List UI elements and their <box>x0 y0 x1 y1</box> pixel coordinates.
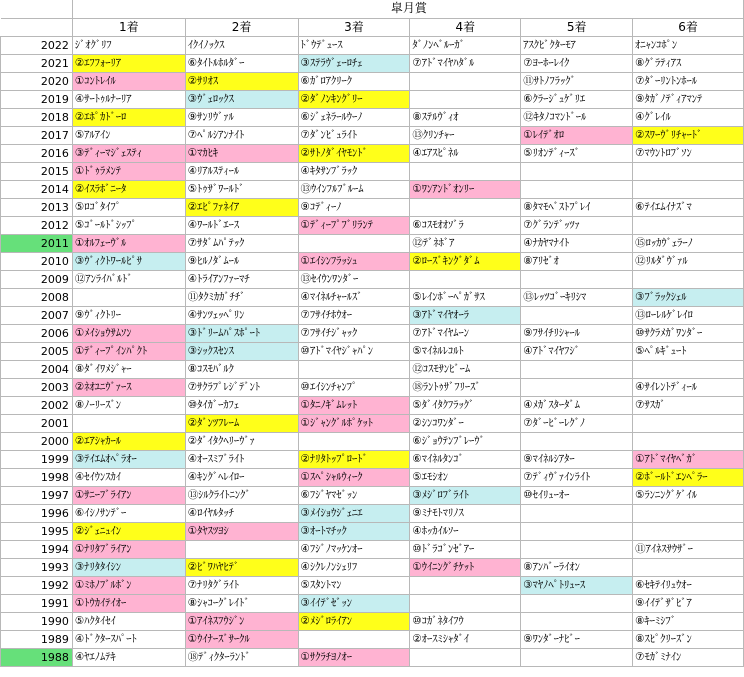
result-cell[interactable]: ⑧ﾀﾞｲﾜﾒｼﾞｬｰ <box>72 360 185 378</box>
result-cell[interactable]: ①ｳｲﾅｰｽﾞｻｰｸﾙ <box>185 630 298 648</box>
result-cell[interactable]: ④ｷﾝｸﾞﾍﾚｲﾛｰ <box>185 468 298 486</box>
result-cell[interactable]: ①ﾀﾆﾉｷﾞﾑﾚｯﾄ <box>298 396 410 414</box>
result-cell[interactable]: ⑥ﾃｲｴﾑｲﾅｽﾞﾏ <box>633 198 744 216</box>
result-cell[interactable] <box>521 162 633 180</box>
result-cell[interactable] <box>521 180 633 198</box>
result-cell[interactable]: ⑤ｱﾙｱｲﾝ <box>72 126 185 144</box>
result-cell[interactable] <box>521 612 633 630</box>
result-cell[interactable] <box>298 432 410 450</box>
result-cell[interactable]: ④ﾒｶﾞｽﾀｰﾀﾞﾑ <box>521 396 633 414</box>
result-cell[interactable]: ⑬ｼﾙｸﾗｲﾄﾆﾝｸﾞ <box>185 486 298 504</box>
table-row <box>1 234 744 252</box>
result-cell[interactable]: ﾄﾞｳﾃﾞｭｰｽ <box>298 36 410 54</box>
result-cell[interactable]: ⑤ﾍﾟﾙｷﾞｭｰﾄ <box>633 342 744 360</box>
result-cell[interactable]: ⑧ｱﾘｾﾞｵ <box>521 252 633 270</box>
result-cell[interactable]: ③ﾒｼﾞﾛﾌﾞﾗｲﾄ <box>410 486 521 504</box>
result-cell[interactable]: ③ｲｲﾃﾞｾﾞｯﾝ <box>298 594 410 612</box>
result-cell[interactable]: ⑤ﾏｲﾈﾙﾚｺﾙﾄ <box>410 342 521 360</box>
year-cell[interactable]: 2015 <box>1 162 73 180</box>
result-cell[interactable] <box>410 594 521 612</box>
year-cell[interactable]: 2010 <box>1 252 73 270</box>
result-cell[interactable]: ⑧ｷｰﾐｼﾌﾞ <box>633 612 744 630</box>
result-cell[interactable]: ①ｺﾝﾄﾚｲﾙ <box>72 72 185 90</box>
result-cell[interactable]: ⑦ﾌｻｲﾁｼﾞｬｯｸ <box>298 324 410 342</box>
year-cell[interactable]: 2008 <box>1 288 73 306</box>
result-cell[interactable]: ⑨ﾏｲﾈﾙｼｱﾀｰ <box>521 450 633 468</box>
result-cell[interactable]: ⑤ﾛｺﾞﾀｲﾌﾟ <box>72 198 185 216</box>
result-cell[interactable]: ⑧ｽﾃﾙｳﾞｨｵ <box>410 108 521 126</box>
result-cell[interactable] <box>410 648 521 666</box>
result-cell[interactable]: ④ｻﾝﾂｪｯﾍﾟﾘﾝ <box>185 306 298 324</box>
header-3rd[interactable]: 3着 <box>298 18 410 36</box>
result-cell[interactable]: ⑦ﾀﾞﾝﾋﾞｭﾗｲﾄ <box>298 126 410 144</box>
result-cell[interactable]: ⑦ﾖｰﾎｰﾚｲｸ <box>521 54 633 72</box>
table-row <box>1 594 744 612</box>
table-row <box>1 486 744 504</box>
result-cell[interactable]: ④ﾜｰﾙﾄﾞｴｰｽ <box>185 216 298 234</box>
table-row <box>1 180 744 198</box>
table-row <box>1 216 744 234</box>
result-cell[interactable]: ①ｳｲﾆﾝｸﾞﾁｹｯﾄ <box>410 558 521 576</box>
year-cell[interactable]: 2003 <box>1 378 73 396</box>
result-cell[interactable]: ②ﾎﾞｰﾙﾄﾞｴﾝﾍﾟﾗｰ <box>633 468 744 486</box>
header-1st[interactable]: 1着 <box>72 18 185 36</box>
result-cell[interactable]: ⑤ﾘｵﾝﾃﾞｨｰｽﾞ <box>521 144 633 162</box>
result-cell[interactable]: ⑩ﾄﾞﾗｺﾞﾝｾﾞｱｰ <box>410 540 521 558</box>
table-row <box>1 36 744 54</box>
result-cell[interactable] <box>633 432 744 450</box>
result-cell[interactable]: ④ﾄﾞｸﾀｰｽﾊﾟｰﾄ <box>72 630 185 648</box>
result-cell[interactable]: ②ｴｱｼｬｶｰﾙ <box>72 432 185 450</box>
result-cell[interactable]: ⑥ｺｽﾓｵｵｿﾞﾗ <box>410 216 521 234</box>
table-row <box>1 630 744 648</box>
result-cell[interactable]: ⑩ｾｲﾘｭｰｵｰ <box>521 486 633 504</box>
result-cell[interactable]: ⑦ﾌｻｲﾁﾎｳｵｰ <box>298 306 410 324</box>
result-cell[interactable]: ②ﾋﾞﾜﾊﾔﾋﾃﾞ <box>185 558 298 576</box>
table-row <box>1 306 744 324</box>
result-cell[interactable]: ②ﾒｼﾞﾛﾗｲｱﾝ <box>298 612 410 630</box>
result-cell[interactable] <box>298 630 410 648</box>
header-row <box>1 18 744 36</box>
result-cell[interactable]: ⑤ﾀﾞｲﾀｸﾌﾗｯｸﾞ <box>410 396 521 414</box>
table-row <box>1 324 744 342</box>
result-cell[interactable] <box>633 522 744 540</box>
year-cell[interactable]: 1988 <box>1 648 73 666</box>
result-cell[interactable]: ⑩ｻｸﾗﾒｶﾞﾜﾝﾀﾞｰ <box>633 324 744 342</box>
result-cell[interactable] <box>410 90 521 108</box>
header-2nd[interactable]: 2着 <box>185 18 298 36</box>
result-cell[interactable]: ①ﾀﾔｽﾂﾖｼ <box>185 522 298 540</box>
year-cell[interactable]: 2005 <box>1 342 73 360</box>
result-cell[interactable]: ②ﾈｵﾕﾆｳﾞｧｰｽ <box>72 378 185 396</box>
result-cell[interactable]: ⑦ｻｽｶﾞ <box>633 396 744 414</box>
year-cell[interactable]: 1991 <box>1 594 73 612</box>
result-cell[interactable]: ⑦ﾀﾞｰﾘﾝﾄﾝﾎｰﾙ <box>633 72 744 90</box>
result-cell[interactable]: ｼﾞｵｸﾞﾘﾌ <box>72 36 185 54</box>
year-cell[interactable]: 1993 <box>1 558 73 576</box>
result-cell[interactable]: ｱｽｸﾋﾞｸﾀｰﾓｱ <box>521 36 633 54</box>
result-cell[interactable]: ⑪ｱｲﾈｽｻｳｻﾞｰ <box>633 540 744 558</box>
result-cell[interactable] <box>410 576 521 594</box>
table-row <box>1 378 744 396</box>
table-row <box>1 162 744 180</box>
table-row <box>1 432 744 450</box>
result-cell[interactable]: ②ｽﾜｰｳﾞﾘﾁｬｰﾄﾞ <box>633 126 744 144</box>
result-cell[interactable]: ②ｴﾋﾟﾌｧﾈｲｱ <box>185 198 298 216</box>
result-cell[interactable]: ⑧ﾀﾏﾓﾍﾞｽﾄﾌﾟﾚｲ <box>521 198 633 216</box>
year-cell[interactable]: 2011 <box>1 234 73 252</box>
result-cell[interactable] <box>633 504 744 522</box>
result-cell[interactable]: ④ﾛｲﾔﾙﾀｯﾁ <box>185 504 298 522</box>
result-cell[interactable]: ⑨ｲｲﾃﾞｻﾞﾋﾞｱ <box>633 594 744 612</box>
corner-cell[interactable] <box>1 18 73 36</box>
table-row <box>1 90 744 108</box>
result-cell[interactable]: ③ﾒｲｼｮｳｼﾞｪﾆｴ <box>298 504 410 522</box>
year-cell[interactable]: 2012 <box>1 216 73 234</box>
result-cell[interactable] <box>633 180 744 198</box>
result-cell[interactable]: ⑦ﾃﾞｨｳﾞｧｲﾝﾗｲﾄ <box>521 468 633 486</box>
year-cell[interactable]: 2009 <box>1 270 73 288</box>
result-cell[interactable]: ⑮ﾛｯｶｳﾞｪﾗｰﾉ <box>633 234 744 252</box>
result-cell[interactable]: ①ﾒｲｼｮｳｻﾑｿﾝ <box>72 324 185 342</box>
result-cell[interactable]: ①ﾚｲﾃﾞｵﾛ <box>521 126 633 144</box>
result-cell[interactable]: ①ｱｲﾈｽﾌｳｼﾞﾝ <box>185 612 298 630</box>
result-cell[interactable]: ④ｾｲｳﾝｽｶｲ <box>72 468 185 486</box>
year-cell[interactable]: 2007 <box>1 306 73 324</box>
result-cell[interactable]: ⑦ﾓｶﾞﾐﾅｲﾝ <box>633 648 744 666</box>
result-cell[interactable]: ④ﾏｲﾈﾙﾁｬｰﾙｽﾞ <box>298 288 410 306</box>
result-cell[interactable]: ⑨ﾐﾅﾓﾄﾏﾘﾉｽ <box>410 504 521 522</box>
result-cell[interactable]: ⑤ｺﾞｰﾙﾄﾞｼｯﾌﾟ <box>72 216 185 234</box>
result-cell[interactable] <box>521 648 633 666</box>
result-cell[interactable]: ③ｱﾄﾞﾏｲﾔｵｰﾗ <box>410 306 521 324</box>
result-cell[interactable] <box>521 378 633 396</box>
result-cell[interactable] <box>521 594 633 612</box>
result-cell[interactable]: ①ﾃﾞｨｰﾌﾟｲﾝﾊﾟｸﾄ <box>72 342 185 360</box>
result-cell[interactable]: ⑥ﾌｼﾞﾔﾏｾﾞｯﾝ <box>298 486 410 504</box>
table-row <box>1 342 744 360</box>
result-cell[interactable]: ②ﾛｰｽﾞｷﾝｸﾞﾀﾞﾑ <box>410 252 521 270</box>
result-cell[interactable]: ⑫ﾃﾞﾈﾎﾞｱ <box>410 234 521 252</box>
year-cell[interactable]: 2016 <box>1 144 73 162</box>
result-cell[interactable]: ③ｳﾞｨｸﾄﾜｰﾙﾋﾟｻ <box>72 252 185 270</box>
result-cell[interactable]: ①ﾄｳｶｲﾃｲｵｰ <box>72 594 185 612</box>
result-cell[interactable]: ⑦ｱﾄﾞﾏｲﾔﾊﾀﾞﾙ <box>410 54 521 72</box>
result-cell[interactable]: ⑫ｺｽﾓｻﾝﾋﾞｰﾑ <box>410 360 521 378</box>
result-cell[interactable] <box>521 522 633 540</box>
result-cell[interactable]: ⑱ﾗﾝﾄｩｻﾞﾌﾘｰｽﾞ <box>410 378 521 396</box>
result-cell[interactable] <box>521 432 633 450</box>
year-cell[interactable]: 2018 <box>1 108 73 126</box>
result-cell[interactable]: ①ﾜﾝｱﾝﾄﾞｵﾝﾘｰ <box>410 180 521 198</box>
result-cell[interactable] <box>521 306 633 324</box>
year-cell[interactable]: 2022 <box>1 36 73 54</box>
table-row <box>1 54 744 72</box>
result-cell[interactable]: ⑫ﾘﾙﾀﾞｳﾞｧﾙ <box>633 252 744 270</box>
table-row <box>1 504 744 522</box>
result-cell[interactable]: ⑤ｴﾓｼｵﾝ <box>410 468 521 486</box>
result-cell[interactable]: ③ｳﾞｪﾛｯｸｽ <box>185 90 298 108</box>
result-cell[interactable]: ⑪ﾀｸﾐｶｶﾞﾁﾁﾞ <box>185 288 298 306</box>
result-cell[interactable] <box>410 72 521 90</box>
result-cell[interactable]: ②ﾀﾞｲﾀｸﾍﾘｰｳﾞｧ <box>185 432 298 450</box>
year-cell[interactable]: 2004 <box>1 360 73 378</box>
result-cell[interactable]: ③ﾃﾞｨｰﾏｼﾞｪｽﾃｨ <box>72 144 185 162</box>
result-cell[interactable]: ⑧ｱﾝﾊﾞｰﾗｲｵﾝ <box>521 558 633 576</box>
result-cell[interactable]: ⑪ｻﾄﾉﾌﾗｯｸﾞ <box>521 72 633 90</box>
result-cell[interactable]: ④ｱﾄﾞﾏｲﾔﾌｼﾞ <box>521 342 633 360</box>
header-4th[interactable]: 4着 <box>410 18 521 36</box>
table-row <box>1 360 744 378</box>
result-cell[interactable]: ⑧ｸﾞﾗﾃｨｱｽ <box>633 54 744 72</box>
year-cell[interactable]: 1999 <box>1 450 73 468</box>
result-cell[interactable]: ⑤ﾄｩｻﾞﾜｰﾙﾄﾞ <box>185 180 298 198</box>
result-cell[interactable] <box>521 504 633 522</box>
result-cell[interactable]: ⑦ﾅﾘﾀｸﾞﾗｲﾄ <box>185 576 298 594</box>
result-cell[interactable]: ⑦ｱﾄﾞﾏｲﾔﾑｰﾝ <box>410 324 521 342</box>
year-cell[interactable]: 2020 <box>1 72 73 90</box>
result-cell[interactable]: ③ﾏﾔﾉﾍﾟﾄﾘｭｰｽ <box>521 576 633 594</box>
result-cell[interactable] <box>521 540 633 558</box>
table-row <box>1 252 744 270</box>
year-cell[interactable]: 2006 <box>1 324 73 342</box>
result-cell[interactable]: ②ﾅﾘﾀﾄｯﾌﾟﾛｰﾄﾞ <box>298 450 410 468</box>
year-cell[interactable]: 1998 <box>1 468 73 486</box>
result-cell[interactable]: ⑦ﾀﾞｰﾋﾞｰﾚｸﾞﾉ <box>521 414 633 432</box>
result-cell[interactable]: ②ｲｽﾗﾎﾞﾆｰﾀ <box>72 180 185 198</box>
result-cell[interactable]: ⑬ｳｲﾝﾌﾙﾌﾞﾙｰﾑ <box>298 180 410 198</box>
result-cell[interactable]: ⑨ﾌｻｲﾁﾘｼｬｰﾙ <box>521 324 633 342</box>
result-cell[interactable] <box>521 270 633 288</box>
result-cell[interactable]: ③ﾅﾘﾀﾀｲｼﾝ <box>72 558 185 576</box>
year-cell[interactable]: 2002 <box>1 396 73 414</box>
result-cell[interactable]: ②ｻﾄﾉﾀﾞｲﾔﾓﾝﾄﾞ <box>298 144 410 162</box>
result-cell[interactable]: ④ｷﾀｻﾝﾌﾞﾗｯｸ <box>298 162 410 180</box>
result-cell[interactable] <box>633 270 744 288</box>
table-row <box>1 450 744 468</box>
result-cell[interactable]: ⑬ﾚｯﾂｺﾞｰｷﾘｼﾏ <box>521 288 633 306</box>
result-cell[interactable]: ⑨ｳﾞｨｸﾄﾘｰ <box>72 306 185 324</box>
result-cell[interactable]: ⑧ﾉｰﾘｰｽﾞﾝ <box>72 396 185 414</box>
result-cell[interactable]: ⑫ｷﾀﾉｺﾏﾝﾄﾞｰﾙ <box>521 108 633 126</box>
result-cell[interactable]: ﾀﾞﾉﾝﾍﾞﾙｰｶﾞ <box>410 36 521 54</box>
result-cell[interactable] <box>633 360 744 378</box>
result-cell[interactable]: ⑥ｼﾞｪﾈﾗｰﾙｳｰﾉ <box>298 108 410 126</box>
year-cell[interactable]: 1990 <box>1 612 73 630</box>
result-cell[interactable]: ⑦ﾍﾟﾙｼｱﾝﾅｲﾄ <box>185 126 298 144</box>
result-cell[interactable]: ⑥ｲｼﾉｻﾝﾃﾞｰ <box>72 504 185 522</box>
table-row <box>1 108 744 126</box>
result-cell[interactable] <box>185 540 298 558</box>
header-5th[interactable]: 5着 <box>521 18 633 36</box>
result-cell[interactable]: ⑦ｻｸﾗﾌﾟﾚｼﾞﾃﾞﾝﾄ <box>185 378 298 396</box>
result-cell[interactable]: ②ｴﾌﾌｫｰﾘｱ <box>72 54 185 72</box>
corner-cell[interactable] <box>1 0 73 18</box>
result-cell[interactable]: ⑦ｻﾀﾞﾑﾊﾟﾃｯｸ <box>185 234 298 252</box>
result-cell[interactable]: ⑧ｽﾋﾟｸﾘｰｽﾞﾝ <box>633 630 744 648</box>
result-cell[interactable]: ⑥ﾀｲﾄﾙﾎﾙﾀﾞｰ <box>185 54 298 72</box>
header-6th[interactable]: 6着 <box>633 18 744 36</box>
result-cell[interactable]: ⑩ｺｶﾞﾈﾀｲﾌｳ <box>410 612 521 630</box>
result-cell[interactable]: ⑦ｸﾞﾗﾝﾃﾞｯﾂｧ <box>521 216 633 234</box>
year-cell[interactable]: 2001 <box>1 414 73 432</box>
result-cell[interactable]: ②ｴﾎﾟｶﾄﾞｰﾛ <box>72 108 185 126</box>
table-row <box>1 72 744 90</box>
result-cell[interactable]: ｲｸｲﾉｯｸｽ <box>185 36 298 54</box>
table-row <box>1 468 744 486</box>
result-cell[interactable]: ④ﾔｴﾉﾑﾃｷ <box>72 648 185 666</box>
year-cell[interactable]: 1994 <box>1 540 73 558</box>
result-cell[interactable] <box>410 270 521 288</box>
table-row <box>1 126 744 144</box>
year-cell[interactable]: 2019 <box>1 90 73 108</box>
result-cell[interactable]: ⑬ｸﾘﾝﾁｬｰ <box>410 126 521 144</box>
result-cell[interactable]: ④ｼｸﾚﾉﾝｼｪﾘﾌ <box>298 558 410 576</box>
result-cell[interactable]: ⑩ｱﾄﾞﾏｲﾔｼﾞｬﾊﾟﾝ <box>298 342 410 360</box>
table-row <box>1 396 744 414</box>
result-cell[interactable]: ④ﾄﾗｲｱﾝﾌｧｰﾏﾁ <box>185 270 298 288</box>
year-cell[interactable]: 2000 <box>1 432 73 450</box>
result-cell[interactable]: ⑥ﾏｲﾈﾙﾀﾝｺﾞ <box>410 450 521 468</box>
table-row <box>1 414 744 432</box>
table-row <box>1 270 744 288</box>
year-cell[interactable]: 1989 <box>1 630 73 648</box>
result-cell[interactable]: ⑦ﾏｳﾝﾄﾛﾌﾞｿﾝ <box>633 144 744 162</box>
result-cell[interactable]: ⑬ﾛｰﾚﾙｹﾞﾚｲﾛ <box>633 306 744 324</box>
result-cell[interactable]: ①ｼﾞｬﾝｸﾞﾙﾎﾟｹｯﾄ <box>298 414 410 432</box>
table-row <box>1 558 744 576</box>
result-cell[interactable]: ⑱ﾃﾞｨｸﾀｰﾗﾝﾄﾞ <box>185 648 298 666</box>
result-cell[interactable]: ⑥ｸﾗｰｼﾞｭｹﾞﾘｴ <box>521 90 633 108</box>
result-cell[interactable]: ⑤ﾗﾝﾆﾝｸﾞｹﾞｲﾙ <box>633 486 744 504</box>
table-row <box>1 576 744 594</box>
result-cell[interactable]: ④ﾌｼﾞﾉﾏｯｹﾝｵｰ <box>298 540 410 558</box>
result-cell[interactable]: ⑧ｼｬｺｰｸﾞﾚｲﾄﾞ <box>185 594 298 612</box>
result-cell[interactable] <box>633 216 744 234</box>
result-cell[interactable]: ②ｻﾘｵｽ <box>185 72 298 90</box>
result-cell[interactable]: ⑨ｺﾃﾞｨｰﾉ <box>298 198 410 216</box>
result-cell[interactable] <box>633 558 744 576</box>
year-cell[interactable]: 2017 <box>1 126 73 144</box>
result-cell[interactable]: ⑥ｾｷﾃｲﾘｭｳｵｰ <box>633 576 744 594</box>
result-cell[interactable]: ②ｼﾝｺﾜﾝﾀﾞｰ <box>410 414 521 432</box>
result-cell[interactable]: ④ｻｰﾄｩﾙﾅｰﾘｱ <box>72 90 185 108</box>
table-row <box>1 522 744 540</box>
result-cell[interactable]: ⑨ﾀｶﾞﾉﾃﾞｨｱﾏﾝﾃ <box>633 90 744 108</box>
result-cell[interactable]: ⑤ｽﾀﾝﾄﾏﾝ <box>298 576 410 594</box>
result-cell[interactable]: ④ｴｱｽﾋﾟﾈﾙ <box>410 144 521 162</box>
result-cell[interactable]: ③ｼｯｸｽｾﾝｽ <box>185 342 298 360</box>
result-cell[interactable]: ⑥ｼﾞｮｳﾃﾝﾌﾞﾚｰｳﾞ <box>410 432 521 450</box>
result-cell[interactable]: ⑬ｾｲｳﾝﾜﾝﾀﾞｰ <box>298 270 410 288</box>
result-cell[interactable]: ④ﾅｶﾔﾏﾅｲﾄ <box>521 234 633 252</box>
result-cell[interactable]: ②ｼﾞｪﾆｭｲﾝ <box>72 522 185 540</box>
table-row <box>1 648 744 666</box>
result-cell[interactable]: ⑫ｱﾝﾗｲﾊﾞﾙﾄﾞ <box>72 270 185 288</box>
result-cell[interactable]: ①ﾏｶﾋｷ <box>185 144 298 162</box>
result-cell[interactable]: ③ｵｰﾄﾏﾁｯｸ <box>298 522 410 540</box>
result-cell[interactable]: ⑨ﾋﾙﾉﾀﾞﾑｰﾙ <box>185 252 298 270</box>
result-cell[interactable]: ②ﾀﾞﾝﾂﾌﾚｰﾑ <box>185 414 298 432</box>
result-cell[interactable] <box>410 162 521 180</box>
result-cell[interactable]: ①ｻｸﾗﾁﾖﾉｵｰ <box>298 648 410 666</box>
result-cell[interactable]: ①ﾄﾞｩﾗﾒﾝﾃ <box>72 162 185 180</box>
sheet-title[interactable]: 皐月賞 <box>72 0 743 18</box>
result-cell[interactable]: ④ｻｲﾚﾝﾄﾃﾞｨｰﾙ <box>633 378 744 396</box>
result-cell[interactable] <box>633 414 744 432</box>
year-cell[interactable]: 2013 <box>1 198 73 216</box>
result-cell[interactable]: ④ｸﾞﾚｲﾙ <box>633 108 744 126</box>
result-cell[interactable]: ①ﾃﾞｨｰﾌﾟﾌﾞﾘﾗﾝﾃ <box>298 216 410 234</box>
year-cell[interactable]: 1997 <box>1 486 73 504</box>
result-cell[interactable]: ①ﾅﾘﾀﾌﾞﾗｲｱﾝ <box>72 540 185 558</box>
result-cell[interactable]: ④ｵｰｽﾐﾌﾞﾗｲﾄ <box>185 450 298 468</box>
table-row <box>1 288 744 306</box>
result-cell[interactable]: ①ｻﾆｰﾌﾞﾗｲｱﾝ <box>72 486 185 504</box>
result-cell[interactable]: ③ｽﾃﾗｳﾞｪｰﾛﾁｪ <box>298 54 410 72</box>
result-cell[interactable]: ③ﾄﾞﾘｰﾑﾊﾟｽﾎﾟｰﾄ <box>185 324 298 342</box>
table-row <box>1 144 744 162</box>
result-cell[interactable]: ①ｵﾙﾌｪｰｳﾞﾙ <box>72 234 185 252</box>
result-cell[interactable]: ④ﾘｱﾙｽﾃｨｰﾙ <box>185 162 298 180</box>
result-cell[interactable]: ⑩ﾀｲｶﾞｰｶﾌｪ <box>185 396 298 414</box>
year-cell[interactable]: 1992 <box>1 576 73 594</box>
result-cell[interactable]: ⑨ﾜﾝﾀﾞｰﾅﾋﾞｰ <box>521 630 633 648</box>
result-cell[interactable]: ②ﾀﾞﾉﾝｷﾝｸﾞﾘｰ <box>298 90 410 108</box>
result-cell[interactable]: ③ﾌﾞﾗｯｸｼｪﾙ <box>633 288 744 306</box>
result-cell[interactable]: ①ﾐﾎﾉﾌﾞﾙﾎﾞﾝ <box>72 576 185 594</box>
result-cell[interactable]: ⑤ﾊｸﾀｲｾｲ <box>72 612 185 630</box>
result-cell[interactable]: ⑥ｶﾞﾛｱｸﾘｰｸ <box>298 72 410 90</box>
table-row <box>1 198 744 216</box>
table-row <box>1 540 744 558</box>
result-cell[interactable]: ⑨ｻﾝﾘｳﾞｧﾙ <box>185 108 298 126</box>
result-cell[interactable]: ③ﾃｲｴﾑｵﾍﾟﾗｵｰ <box>72 450 185 468</box>
result-cell[interactable] <box>521 360 633 378</box>
result-cell[interactable] <box>298 360 410 378</box>
year-cell[interactable]: 2014 <box>1 180 73 198</box>
result-cell[interactable]: ②ｵｰｽﾐｼｬﾀﾞｲ <box>410 630 521 648</box>
table-row <box>1 612 744 630</box>
result-cell[interactable]: ①ｴｲｼﾝﾌﾗｯｼｭ <box>298 252 410 270</box>
result-cell[interactable]: ④ﾎｯｶｲﾙｿｰ <box>410 522 521 540</box>
year-cell[interactable]: 2021 <box>1 54 73 72</box>
title-row <box>1 0 744 18</box>
result-cell[interactable]: ⑤ﾚｲﾝﾎﾞｰﾍﾟｶﾞｻｽ <box>410 288 521 306</box>
result-cell[interactable] <box>410 198 521 216</box>
year-cell[interactable]: 1995 <box>1 522 73 540</box>
result-cell[interactable]: ｵﾆｬﾝｺﾎﾟﾝ <box>633 36 744 54</box>
result-cell[interactable]: ①ｱﾄﾞﾏｲﾔﾍﾞｶﾞ <box>633 450 744 468</box>
year-cell[interactable]: 1996 <box>1 504 73 522</box>
result-cell[interactable] <box>633 162 744 180</box>
result-cell[interactable]: ①ｽﾍﾟｼｬﾙｳｨｰｸ <box>298 468 410 486</box>
result-cell[interactable] <box>72 414 185 432</box>
result-cell[interactable]: ⑧ｺｽﾓﾊﾞﾙｸ <box>185 360 298 378</box>
result-cell[interactable] <box>72 288 185 306</box>
result-cell[interactable] <box>298 234 410 252</box>
result-cell[interactable]: ⑩ｴｲｼﾝﾁｬﾝﾌﾟ <box>298 378 410 396</box>
